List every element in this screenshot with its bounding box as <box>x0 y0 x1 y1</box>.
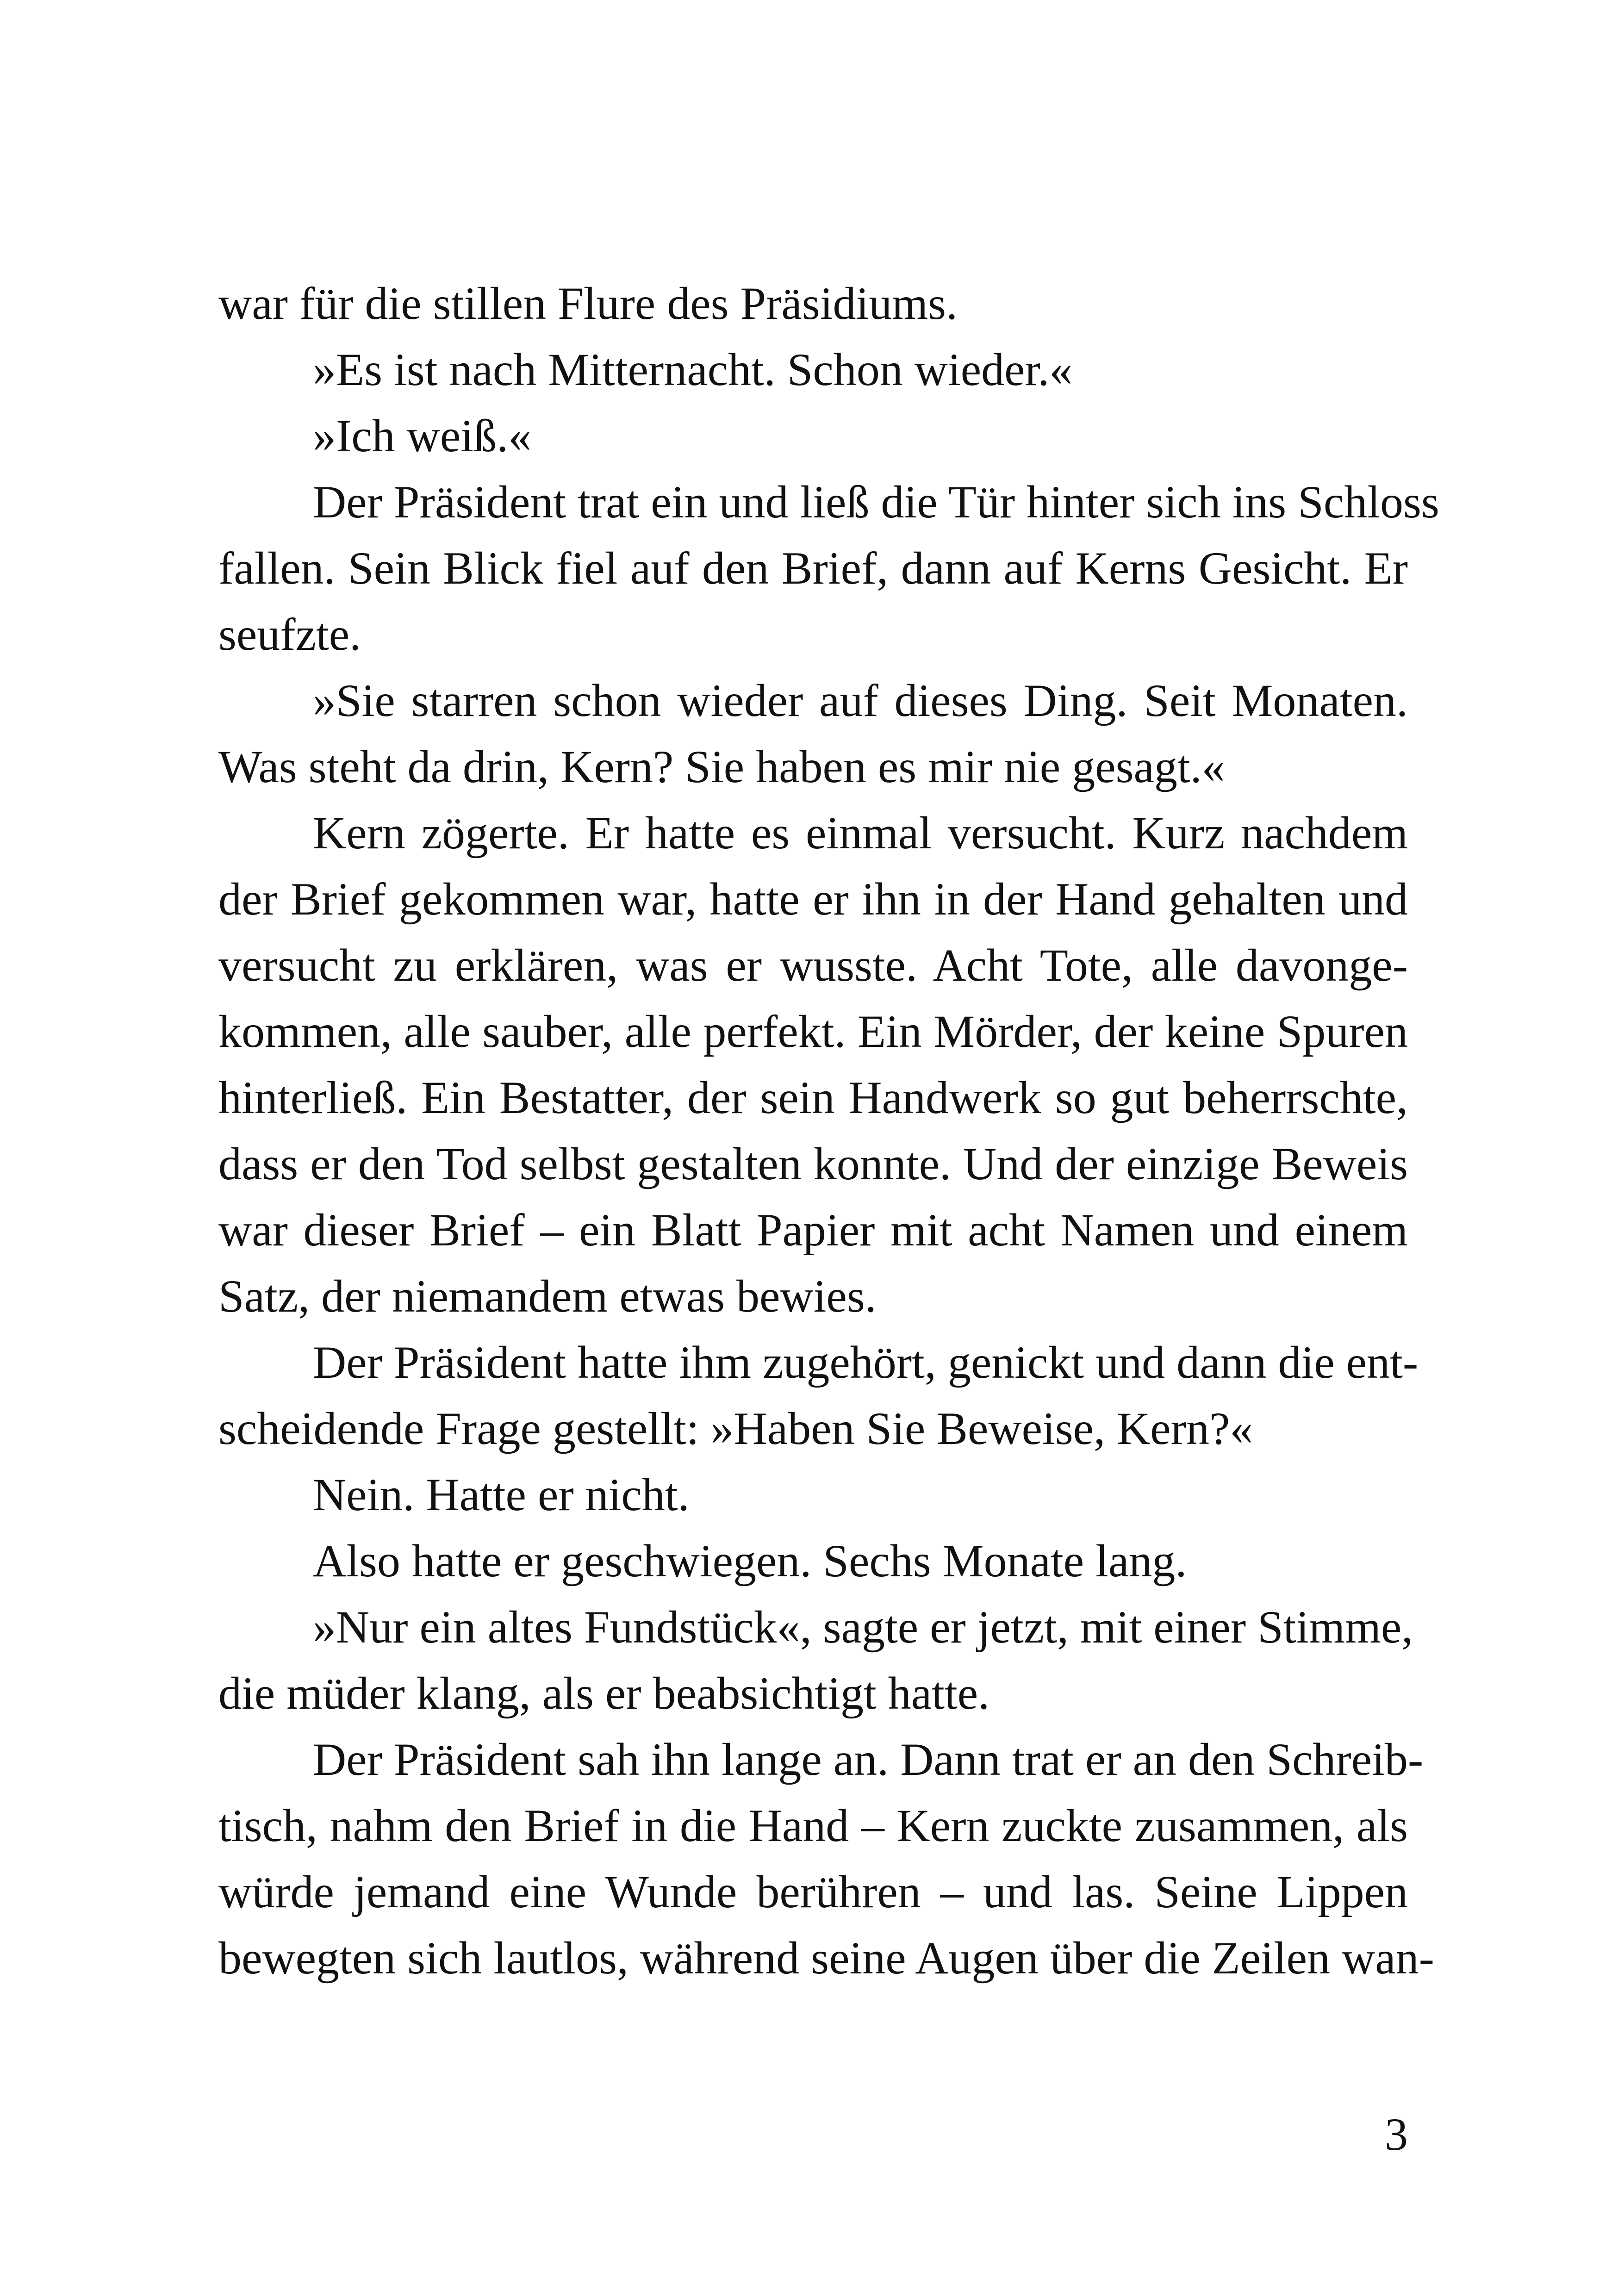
text-line: scheidende Frage gestellt: »Haben Sie Beweise, Kern?« <box>218 1403 1253 1454</box>
text-line: Also hatte er geschwiegen. Sechs Monate lang. <box>313 1535 1187 1587</box>
page-number: 3 <box>1385 2109 1408 2160</box>
text-line: Was steht da drin, Kern? Sie haben es mir nie gesagt.« <box>218 741 1225 792</box>
text-line: hinterließ. Ein Bestatter, der sein Handwerk so gut beherrschte, <box>218 1072 1408 1123</box>
text-line: der Brief gekommen war, hatte er ihn in der Hand gehalten und <box>218 873 1408 925</box>
text-line: bewegten sich lautlos, während seine Augen über die Zeilen wan- <box>218 1932 1434 1984</box>
text-line: »Nur ein altes Fundstück«, sagte er jetzt, mit einer Stimme, <box>313 1601 1413 1653</box>
text-line: »Sie starren schon wieder auf dieses Ding. Seit Monaten. <box>313 675 1408 726</box>
text-line: fallen. Sein Blick fiel auf den Brief, dann auf Kerns Gesicht. Er <box>218 542 1408 594</box>
text-line: »Es ist nach Mitternacht. Schon wieder.« <box>313 344 1073 395</box>
text-line: war dieser Brief – ein Blatt Papier mit acht Namen und einem <box>218 1204 1408 1256</box>
text-line: war für die stillen Flure des Präsidiums. <box>218 278 958 329</box>
text-line: tisch, nahm den Brief in die Hand – Kern zuckte zusammen, als <box>218 1800 1408 1851</box>
text-line: dass er den Tod selbst gestalten konnte. Und der einzige Beweis <box>218 1138 1408 1189</box>
text-line: würde jemand eine Wunde berühren – und las. Seine Lippen <box>218 1866 1408 1917</box>
text-line: »Ich weiß.« <box>313 410 532 461</box>
text-line: Der Präsident sah ihn lange an. Dann trat er an den Schreib- <box>313 1734 1424 1785</box>
body-text <box>218 270 1439 1991</box>
text-line: Der Präsident trat ein und ließ die Tür hinter sich ins Schloss <box>313 476 1439 528</box>
text-line: Der Präsident hatte ihm zugehört, genickt und dann die ent- <box>313 1337 1419 1388</box>
text-line: Satz, der niemandem etwas bewies. <box>218 1270 877 1322</box>
text-line: Nein. Hatte er nicht. <box>313 1469 690 1520</box>
text-line: kommen, alle sauber, alle perfekt. Ein Mörder, der keine Spuren <box>218 1006 1408 1057</box>
text-line: die müder klang, als er beabsichtigt hatte. <box>218 1668 990 1719</box>
text-line: versucht zu erklären, was er wusste. Acht Tote, alle davonge- <box>218 940 1408 991</box>
text-line: Kern zögerte. Er hatte es einmal versucht. Kurz nachdem <box>313 807 1408 859</box>
text-line: seufzte. <box>218 609 361 660</box>
